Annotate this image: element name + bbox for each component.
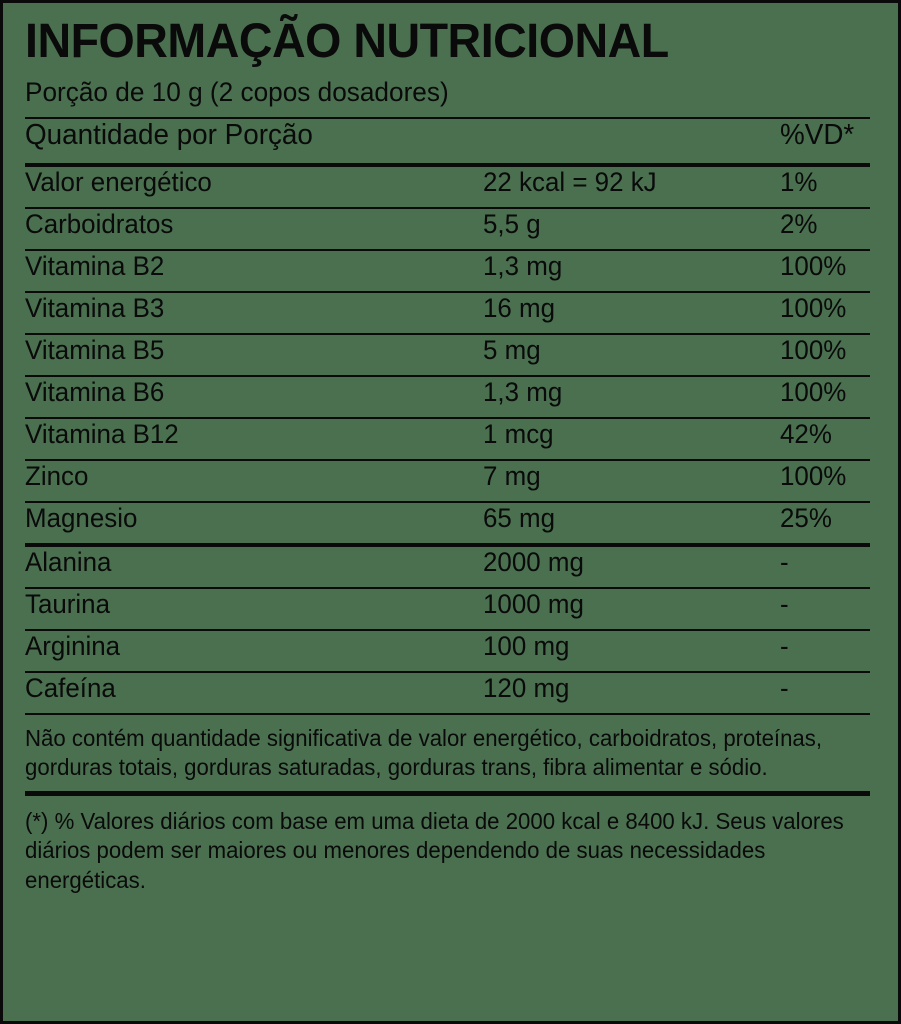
nutrient-daily-value: 100%	[780, 376, 847, 407]
table-row	[25, 293, 870, 333]
nutrient-daily-value: -	[780, 672, 789, 703]
nutrient-name: Zinco	[25, 460, 89, 491]
note-not-significant: Não contém quantidade significativa de valor energético, carboidratos, proteínas, gorduras totais, gorduras saturadas, gorduras trans, fibra alimentar e sódio.	[25, 724, 823, 781]
nutrient-name: Vitamina B12	[25, 418, 179, 449]
table-row	[25, 251, 870, 291]
nutrient-daily-value: -	[780, 546, 789, 577]
serving-size-text: Porção de 10 g (2 copos dosadores)	[25, 76, 449, 107]
nutrient-name: Arginina	[25, 630, 121, 661]
table-header-row	[25, 119, 870, 163]
column-header-daily-value: %VD*	[780, 118, 855, 151]
table-row	[25, 377, 870, 417]
table-row	[25, 673, 870, 713]
nutrient-amount: 22 kcal = 92 kJ	[483, 166, 657, 197]
nutrient-daily-value: -	[780, 630, 789, 661]
nutrient-daily-value: 1%	[780, 166, 818, 197]
nutrient-name: Alanina	[25, 546, 112, 577]
table-row	[25, 209, 870, 249]
nutrient-name: Valor energético	[25, 166, 212, 197]
nutrient-name: Cafeína	[25, 672, 116, 703]
nutrient-daily-value: 25%	[780, 502, 832, 533]
nutrient-amount: 1,3 mg	[483, 376, 563, 407]
nutrient-amount: 2000 mg	[483, 546, 584, 577]
nutrient-amount: 7 mg	[483, 460, 541, 491]
nutrient-amount: 65 mg	[483, 502, 556, 533]
nutrition-table	[25, 119, 870, 715]
nutrient-name: Carboidratos	[25, 208, 174, 239]
table-row	[25, 167, 870, 207]
nutrient-name: Vitamina B5	[25, 334, 165, 365]
page-title: INFORMAÇÃO NUTRICIONAL	[25, 15, 669, 68]
nutrient-daily-value: -	[780, 588, 789, 619]
nutrient-amount: 16 mg	[483, 292, 556, 323]
table-row	[25, 547, 870, 587]
nutrient-amount: 100 mg	[483, 630, 570, 661]
nutrient-daily-value: 100%	[780, 250, 847, 281]
nutrient-name: Vitamina B2	[25, 250, 165, 281]
table-row	[25, 335, 870, 375]
nutrient-daily-value: 2%	[780, 208, 818, 239]
nutrient-amount: 1000 mg	[483, 588, 584, 619]
table-row	[25, 503, 870, 543]
column-header-amount-per-serving: Quantidade por Porção	[25, 118, 313, 151]
nutrient-amount: 1 mcg	[483, 418, 554, 449]
table-row	[25, 589, 870, 629]
nutrient-name: Taurina	[25, 588, 111, 619]
nutrient-amount: 5 mg	[483, 334, 541, 365]
divider-between-notes	[25, 791, 870, 796]
nutrient-amount: 5,5 g	[483, 208, 541, 239]
nutrient-daily-value: 100%	[780, 292, 847, 323]
nutrient-name: Vitamina B3	[25, 292, 165, 323]
table-row	[25, 419, 870, 459]
nutrient-daily-value: 100%	[780, 334, 847, 365]
divider-under-table	[25, 713, 870, 715]
table-row	[25, 461, 870, 501]
table-row	[25, 631, 870, 671]
nutrient-daily-value: 42%	[780, 418, 832, 449]
nutrient-name: Vitamina B6	[25, 376, 165, 407]
nutrient-name: Magnesio	[25, 502, 138, 533]
nutrient-daily-value: 100%	[780, 460, 847, 491]
note-daily-values: (*) % Valores diários com base em uma dieta de 2000 kcal e 8400 kJ. Seus valores diários podem ser maiores ou menores dependendo de suas necessidades energéticas.	[25, 807, 844, 893]
nutrient-amount: 120 mg	[483, 672, 570, 703]
nutrient-amount: 1,3 mg	[483, 250, 563, 281]
